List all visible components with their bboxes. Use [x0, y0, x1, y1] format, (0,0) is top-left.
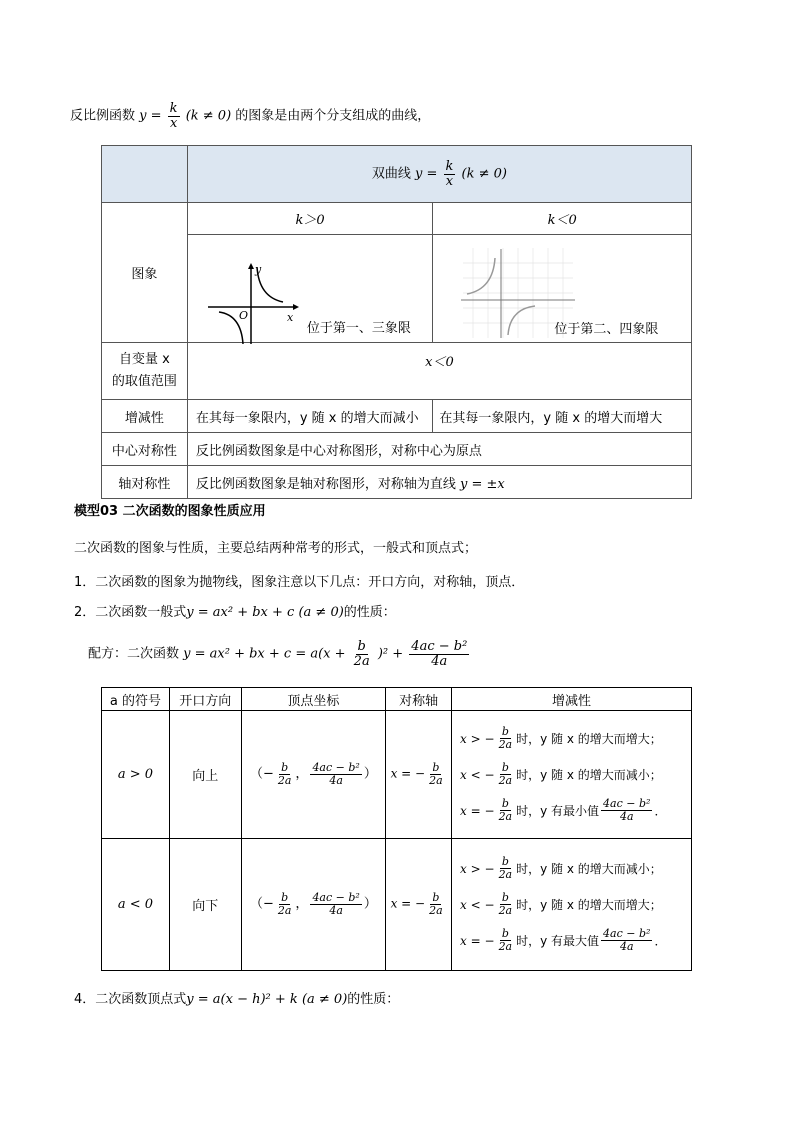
- svg-text:x: x: [286, 311, 294, 324]
- monotonicity-label: 增减性: [102, 400, 188, 433]
- vertex-cell: （− $\frac{b}{2a}$ ， $\frac{\text{4ac − b²}}{4a}$ ）: [241, 839, 386, 971]
- monotonicity-k-negative: 在其每一象限内，y 随 x 的增大而增大: [433, 400, 692, 433]
- item-4: 4．二次函数顶点式y = a(x − h)² + k (a ≠ 0)的性质：: [74, 992, 400, 1007]
- paragraph-1: 二次函数的图象与性质，主要总结两种常考的形式，一般式和顶点式；: [74, 541, 478, 556]
- graph-label: 图象: [102, 203, 188, 343]
- central-symmetry-label: 中心对称性: [102, 433, 188, 466]
- header-monotonicity: 增减性: [452, 688, 692, 711]
- domain-label: 自变量 x 的取值范围: [102, 343, 188, 400]
- direction-down: 向下: [169, 839, 241, 971]
- property-line: x > − $\frac{b}{2a}$ 时，y 随 x 的增大而增大；: [460, 725, 662, 751]
- property-line: x = − $\frac{b}{2a}$ 时，y 有最小值 $\frac{\text{4ac − b²}}{4a}$ ．: [460, 797, 667, 823]
- property-line: x = − $\frac{b}{2a}$ 时，y 有最大值 $\frac{\text{4ac − b²}}{4a}$ ．: [460, 927, 667, 953]
- table-header: 双曲线 y = $\frac{k}{x}$ (k ≠ 0): [187, 146, 691, 203]
- header-axis: 对称轴: [386, 688, 452, 711]
- domain-value: x＜0: [187, 343, 691, 400]
- axis-cell: x = − $\frac{b}{2a}$: [386, 839, 452, 971]
- monotonicity-k-positive: 在其每一象限内，y 随 x 的增大而减小: [187, 400, 433, 433]
- item-1: 1．二次函数的图象为抛物线，图象注意以下几点：开口方向，对称轴，顶点．: [74, 575, 525, 590]
- header-direction: 开口方向: [169, 688, 241, 711]
- property-line: x > − $\frac{b}{2a}$ 时，y 随 x 的增大而减小；: [460, 855, 662, 881]
- monotonicity-cell: [452, 839, 692, 971]
- axis-cell: x = − $\frac{b}{2a}$: [386, 711, 452, 839]
- sign-a-negative: a < 0: [102, 839, 170, 971]
- hyperbola-table: [101, 145, 692, 499]
- graph-k-positive: [187, 235, 433, 343]
- property-line: x < − $\frac{b}{2a}$ 时，y 随 x 的增大而减小；: [460, 761, 662, 787]
- item-2: 2．二次函数一般式y = ax² + bx + c (a ≠ 0)的性质：: [74, 605, 396, 620]
- axial-symmetry-label: 轴对称性: [102, 466, 188, 499]
- quadratic-table: [101, 687, 692, 971]
- complete-square-line: 配方：二次函数 y = ax² + bx + c = a(x + $\frac{b}{2a}$ )² + $\frac{\text{4ac − b²}}{4a}$: [88, 639, 468, 669]
- central-symmetry-text: 反比例函数图象是中心对称图形，对称中心为原点: [187, 433, 691, 466]
- header-vertex: 顶点坐标: [241, 688, 386, 711]
- hyperbola-q1-q3-image: [203, 249, 323, 349]
- sign-a-positive: a > 0: [102, 711, 170, 839]
- header-sign: a 的符号: [102, 688, 170, 711]
- svg-text:O: O: [238, 309, 248, 322]
- fraction: $\frac{k}{x}$: [169, 101, 178, 131]
- graph-k-negative: [433, 235, 692, 343]
- model-title: 模型03 二次函数的图象性质应用: [74, 504, 266, 519]
- k-negative-header: k＜0: [433, 203, 692, 235]
- k-positive-header: k＞0: [187, 203, 433, 235]
- monotonicity-cell: [452, 711, 692, 839]
- vertex-cell: （− $\frac{b}{2a}$ ， $\frac{\text{4ac − b²}}{4a}$ ）: [241, 711, 386, 839]
- caption-k-positive: 位于第一、三象限: [306, 321, 411, 336]
- caption-k-negative: 位于第二、四象限: [554, 322, 659, 337]
- direction-up: 向上: [169, 711, 241, 839]
- axial-symmetry-text: 反比例函数图象是轴对称图形，对称轴为直线 y = ±x: [187, 466, 691, 499]
- svg-text:y: y: [254, 263, 262, 276]
- intro-line: 反比例函数 y = $\frac{k}{x}$ (k ≠ 0) 的图象是由两个分支组成的曲线，: [70, 101, 431, 131]
- property-line: x < − $\frac{b}{2a}$ 时，y 随 x 的增大而增大；: [460, 891, 662, 917]
